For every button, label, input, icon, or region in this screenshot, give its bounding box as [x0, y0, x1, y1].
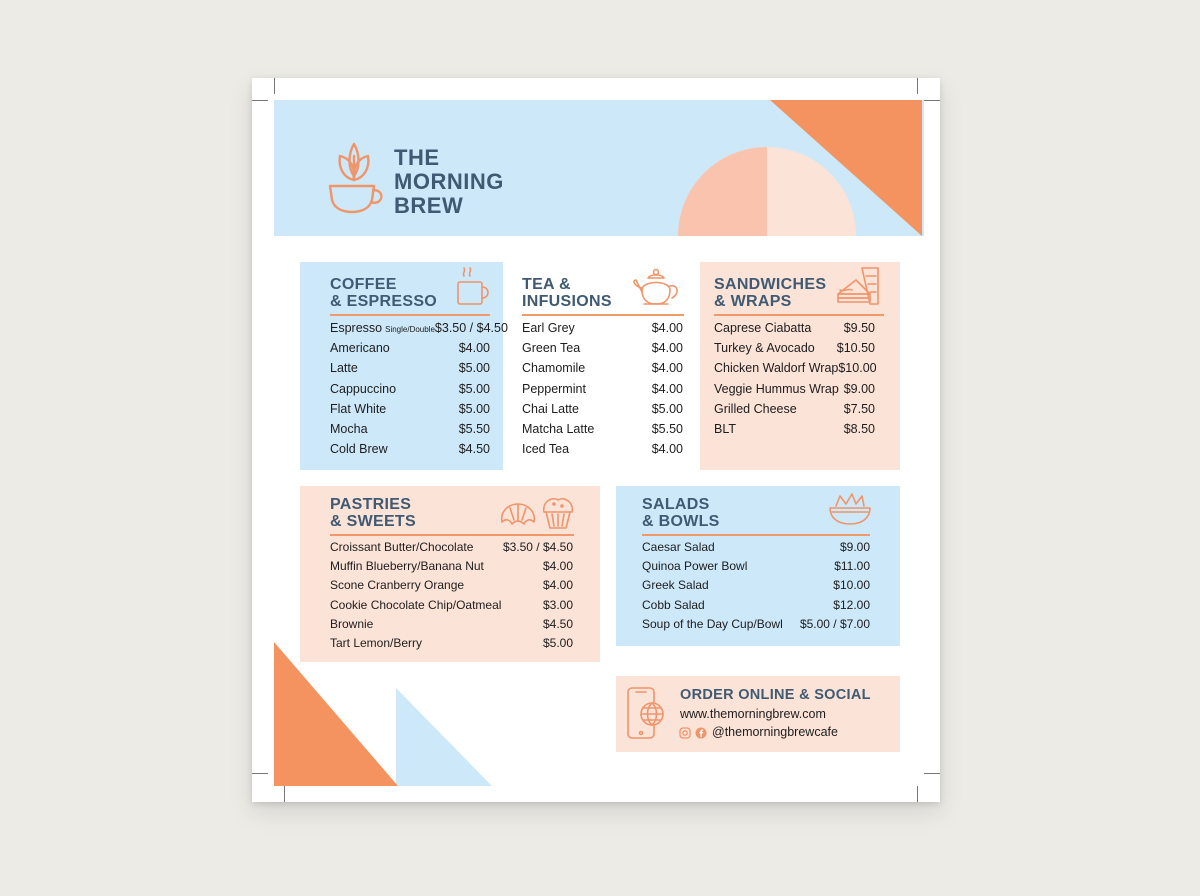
item-name: Cobb Salad — [642, 597, 705, 612]
item-name: Peppermint — [522, 381, 586, 396]
item-note: Single/Double — [385, 325, 435, 334]
social-handle[interactable]: @themorningbrewcafe — [712, 725, 838, 739]
menu-item — [330, 361, 490, 381]
item-price: $4.00 — [651, 361, 683, 376]
item-name: Flat White — [330, 401, 387, 416]
item-name: Muffin Blueberry/Banana Nut — [330, 559, 484, 574]
item-price: $5.00 — [458, 401, 490, 416]
item-name: Cold Brew — [330, 442, 388, 457]
menu-item — [330, 559, 573, 578]
item-name: Americano — [330, 341, 390, 356]
menu-sheet — [252, 78, 940, 802]
item-price: $5.00 / $7.00 — [799, 616, 870, 631]
item-price: $4.00 — [458, 341, 490, 356]
phone-globe-icon — [624, 684, 672, 744]
item-name: Latte — [330, 361, 358, 376]
menu-item — [330, 422, 490, 442]
menu-item — [330, 442, 490, 462]
menu-item — [522, 442, 683, 462]
website-link[interactable]: www.themorningbrew.com — [680, 707, 826, 721]
brand-line-2: MORNING — [394, 169, 504, 194]
menu-item — [714, 402, 875, 422]
menu-item — [330, 341, 490, 361]
brand-line-3: BREW — [394, 193, 464, 218]
item-name: Caesar Salad — [642, 540, 715, 554]
item-price: $9.50 — [843, 321, 875, 335]
item-price: $4.00 — [542, 578, 573, 593]
item-price: $4.00 — [651, 442, 683, 457]
item-price: $3.50 / $4.50 — [434, 321, 508, 335]
menu-item — [330, 321, 508, 341]
item-price: $9.00 — [839, 540, 870, 554]
pastries-sweets-title: PASTRIES & SWEETS — [330, 496, 416, 530]
salads-divider — [642, 534, 870, 536]
coffee-cup-leaf-logo — [326, 138, 388, 214]
item-name: Chamomile — [522, 361, 586, 376]
item-name: Brownie — [330, 616, 374, 631]
tea-item-list — [522, 321, 683, 462]
menu-item — [522, 402, 683, 422]
item-price: $10.00 — [838, 361, 877, 376]
item-price: $11.00 — [834, 559, 870, 574]
coffee-mug-icon — [454, 266, 494, 310]
salad-bowl-icon — [826, 490, 874, 528]
item-price: $5.50 — [651, 421, 683, 436]
crop-mark — [924, 773, 940, 774]
salads-item-list — [642, 540, 870, 636]
item-name: Turkey & Avocado — [714, 341, 815, 356]
croissant-muffin-icon — [498, 490, 578, 532]
menu-item — [642, 578, 870, 597]
item-price: $10.50 — [836, 341, 875, 356]
salads-bowls-title: SALADS & BOWLS — [642, 496, 720, 530]
menu-item — [642, 598, 870, 617]
menu-item — [714, 382, 875, 402]
item-price: $3.50 / $4.50 — [502, 540, 573, 554]
tea-divider — [522, 314, 684, 316]
item-price: $12.00 — [833, 597, 870, 612]
menu-item — [522, 382, 683, 402]
item-price: $4.50 — [458, 442, 490, 457]
brand-name — [394, 146, 504, 218]
tea-infusions-title: TEA & INFUSIONS — [522, 276, 612, 310]
teapot-icon — [630, 266, 686, 310]
coffee-divider — [330, 314, 490, 316]
item-price: $4.00 — [651, 341, 683, 356]
item-name: Caprese Ciabatta — [714, 321, 812, 335]
menu-item — [522, 341, 683, 361]
menu-item — [330, 402, 490, 422]
sandwiches-wraps-title: SANDWICHES & WRAPS — [714, 276, 827, 310]
sandwiches-item-list — [714, 321, 875, 442]
pastries-divider — [330, 534, 574, 536]
item-price: $5.00 — [458, 381, 490, 396]
menu-item — [714, 341, 875, 361]
item-price: $5.00 — [651, 401, 683, 416]
menu-item — [714, 321, 875, 341]
item-name: Matcha Latte — [522, 421, 595, 436]
item-price: $8.50 — [843, 421, 875, 436]
item-name: Cookie Chocolate Chip/Oatmeal — [330, 597, 502, 612]
item-name: Soup of the Day Cup/Bowl — [642, 616, 783, 631]
brand-line-1: THE — [394, 145, 440, 170]
footer-decoration — [252, 618, 512, 802]
item-price: $4.00 — [542, 559, 573, 574]
sandwich-icon — [834, 264, 884, 310]
item-name: Scone Cranberry Orange — [330, 578, 465, 593]
menu-item — [330, 540, 573, 559]
item-name: Tart Lemon/Berry — [330, 635, 423, 650]
menu-item — [330, 382, 490, 402]
item-price: $4.00 — [651, 321, 683, 335]
item-price: $5.00 — [458, 361, 490, 376]
menu-item — [522, 361, 683, 381]
item-name: Cappuccino — [330, 381, 397, 396]
item-name: Green Tea — [522, 341, 581, 356]
facebook-icon[interactable] — [695, 727, 707, 739]
menu-item — [642, 617, 870, 636]
menu-item — [714, 361, 875, 381]
coffee-espresso-title: COFFEE & ESPRESSO — [330, 276, 438, 310]
item-price: $3.00 — [542, 597, 573, 612]
item-price: $4.00 — [651, 381, 683, 396]
item-name: BLT — [714, 421, 736, 436]
crop-mark — [917, 786, 918, 802]
item-name: Greek Salad — [642, 578, 709, 593]
item-price: $5.00 — [542, 635, 573, 650]
item-price: $4.50 — [542, 616, 573, 631]
menu-item — [642, 559, 870, 578]
item-name: Grilled Cheese — [714, 401, 797, 416]
sandwiches-divider — [714, 314, 884, 316]
item-name: Veggie Hummus Wrap — [714, 381, 839, 396]
instagram-icon[interactable] — [679, 727, 691, 739]
item-name: Espresso — [330, 321, 383, 335]
coffee-item-list — [330, 321, 508, 462]
menu-item — [522, 422, 683, 442]
item-name: Iced Tea — [522, 442, 570, 457]
menu-item — [714, 422, 875, 442]
item-name: Croissant Butter/Chocolate — [330, 540, 474, 554]
item-name: Mocha — [330, 421, 368, 436]
item-price: $7.50 — [843, 401, 875, 416]
item-price: $10.00 — [833, 578, 870, 593]
menu-item — [330, 598, 573, 617]
item-name: Chai Latte — [522, 401, 579, 416]
order-online-title: ORDER ONLINE & SOCIAL — [680, 687, 871, 703]
item-name: Quinoa Power Bowl — [642, 559, 748, 574]
menu-item — [522, 321, 683, 341]
menu-item — [330, 578, 573, 597]
item-price: $9.00 — [843, 381, 875, 396]
item-name: Earl Grey — [522, 321, 575, 335]
item-name: Chicken Waldorf Wrap — [714, 361, 839, 376]
item-price: $5.50 — [458, 421, 490, 436]
menu-item — [642, 540, 870, 559]
